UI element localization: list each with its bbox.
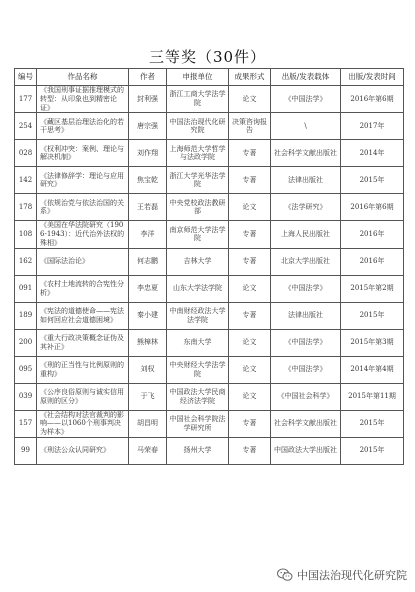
cell-work-name: 《权利冲突：案例、理论与解决机制》: [37, 140, 129, 167]
cell-venue: \: [271, 113, 341, 140]
cell-author: 李忠夏: [129, 275, 167, 302]
cell-work-name: 《依规治党与依法治国的关系》: [37, 194, 129, 221]
cell-unit: 中央党校政法教研部: [167, 194, 229, 221]
cell-author: 马荣春: [129, 437, 167, 464]
cell-work-name: 《藏区基层治理法治化的若干思考》: [37, 113, 129, 140]
cell-author: 胡昌明: [129, 410, 167, 437]
column-header: 出版/发表时间: [341, 69, 404, 86]
cell-work-name: 《农村土地流转的合宪性分析》: [37, 275, 129, 302]
cell-venue: 中国政法大学出版社: [271, 437, 341, 464]
cell-unit: 扬州大学: [167, 437, 229, 464]
cell-form: 决策咨询报告: [229, 113, 271, 140]
cell-form: 论文: [229, 194, 271, 221]
cell-date: 2014年: [341, 140, 404, 167]
table-row: [15, 329, 404, 356]
cell-id: 177: [15, 86, 37, 113]
cell-author: 王若磊: [129, 194, 167, 221]
cell-venue: 上海人民出版社: [271, 221, 341, 248]
cell-date: 2016年第6期: [341, 194, 404, 221]
cell-work-name: 《公序良俗原则与诚实信用原则的区分》: [37, 383, 129, 410]
cell-author: 秦小建: [129, 302, 167, 329]
cell-author: 刘作翔: [129, 140, 167, 167]
cell-id: 254: [15, 113, 37, 140]
cell-unit: 浙江工商大学法学院: [167, 86, 229, 113]
cell-form: 专著: [229, 410, 271, 437]
cell-venue: 社会科学文献出版社: [271, 140, 341, 167]
cell-unit: 吉林大学: [167, 248, 229, 275]
table-row: [15, 86, 404, 113]
cell-form: 专著: [229, 167, 271, 194]
cell-unit: 浙江大学光华法学院: [167, 167, 229, 194]
cell-date: 2015年: [341, 410, 404, 437]
table-row: [15, 410, 404, 437]
cell-work-name: 《刑的正当性与比例原则的重构》: [37, 356, 129, 383]
cell-work-name: 《刑法公众认同研究》: [37, 437, 129, 464]
cell-id: 108: [15, 221, 37, 248]
cell-author: 熊樟林: [129, 329, 167, 356]
page-title: 三等奖（30件）: [148, 48, 267, 66]
cell-date: 2015年: [341, 167, 404, 194]
cell-date: 2016年第6期: [341, 86, 404, 113]
cell-date: 2015年第3期: [341, 329, 404, 356]
table-row: [15, 221, 404, 248]
cell-venue: 北京大学出版社: [271, 248, 341, 275]
column-header: 出版/发表载体: [271, 69, 341, 86]
cell-venue: 《法学研究》: [271, 194, 341, 221]
cell-author: 唐宗强: [129, 113, 167, 140]
cell-unit: 中国法治现代化研究院: [167, 113, 229, 140]
watermark-text: 中国法治现代化研究院: [297, 569, 407, 582]
cell-work-name: 《法律修辞学：理论与应用研究》: [37, 167, 129, 194]
column-header: 申报单位: [167, 69, 229, 86]
cell-author: 于飞: [129, 383, 167, 410]
table-row: [15, 302, 404, 329]
cell-work-name: 《国际法治论》: [37, 248, 129, 275]
cell-unit: 上海师范大学哲学与法政学院: [167, 140, 229, 167]
cell-work-name: 《宪法的道德使命——宪法如何回应社会道德困境》: [37, 302, 129, 329]
cell-unit: 中国社会科学院法学研究所: [167, 410, 229, 437]
column-header: 作者: [129, 69, 167, 86]
cell-date: 2015年: [341, 302, 404, 329]
awards-table: [14, 68, 404, 465]
cell-unit: 山东大学法学院: [167, 275, 229, 302]
cell-id: 091: [15, 275, 37, 302]
cell-work-name: 《我国刑事证据推理模式的转型：从印象也到精密论证》: [37, 86, 129, 113]
cell-date: 2015年第11期: [341, 383, 404, 410]
cell-date: 2015年第2期: [341, 275, 404, 302]
cell-venue: 社会科学文献出版社: [271, 410, 341, 437]
table-row: [15, 167, 404, 194]
cell-author: 何志鹏: [129, 248, 167, 275]
cell-id: 99: [15, 437, 37, 464]
cell-id: 200: [15, 329, 37, 356]
wechat-icon: [277, 568, 293, 582]
cell-form: 论文: [229, 275, 271, 302]
cell-unit: 中国政法大学民商经济法学院: [167, 383, 229, 410]
cell-unit: 南京师范大学法学院: [167, 221, 229, 248]
cell-venue: 《中国法学》: [271, 86, 341, 113]
cell-form: 论文: [229, 86, 271, 113]
cell-venue: 法律出版社: [271, 167, 341, 194]
cell-id: 039: [15, 383, 37, 410]
cell-date: 2016年: [341, 248, 404, 275]
cell-date: 2017年: [341, 113, 404, 140]
cell-id: 095: [15, 356, 37, 383]
cell-form: 专著: [229, 248, 271, 275]
cell-id: 157: [15, 410, 37, 437]
table-row: [15, 437, 404, 464]
cell-venue: 《中国法学》: [271, 356, 341, 383]
cell-work-name: 《社会结构对法官裁判的影响——以1060个刑事判决为样本》: [37, 410, 129, 437]
column-header: 作品名称: [37, 69, 129, 86]
cell-form: 专著: [229, 302, 271, 329]
column-header: 编号: [15, 69, 37, 86]
cell-date: 2014年第4期: [341, 356, 404, 383]
column-header: 成果形式: [229, 69, 271, 86]
cell-venue: 《中国社会科学》: [271, 383, 341, 410]
cell-id: 189: [15, 302, 37, 329]
table-row: [15, 356, 404, 383]
cell-unit: 中央财经大学法学院: [167, 356, 229, 383]
cell-id: 142: [15, 167, 37, 194]
cell-id: 028: [15, 140, 37, 167]
table-row: [15, 140, 404, 167]
cell-date: 2016年: [341, 221, 404, 248]
cell-unit: 东南大学: [167, 329, 229, 356]
cell-form: 专著: [229, 437, 271, 464]
cell-form: 论文: [229, 356, 271, 383]
cell-form: 专著: [229, 221, 271, 248]
cell-author: 封利强: [129, 86, 167, 113]
cell-work-name: 《美国在华法院研究（1906-1943）：近代治外法权的殊相》: [37, 221, 129, 248]
table-header-row: [15, 69, 404, 86]
cell-date: 2015年: [341, 437, 404, 464]
cell-id: 178: [15, 194, 37, 221]
table-row: [15, 194, 404, 221]
table-row: [15, 113, 404, 140]
table-body: [15, 86, 404, 465]
cell-author: 焦宝乾: [129, 167, 167, 194]
cell-form: 论文: [229, 329, 271, 356]
cell-author: 李洋: [129, 221, 167, 248]
cell-venue: 法律出版社: [271, 302, 341, 329]
cell-venue: 《中国法学》: [271, 329, 341, 356]
cell-form: 专著: [229, 140, 271, 167]
cell-form: 论文: [229, 383, 271, 410]
cell-unit: 中南财经政法大学 法学院: [167, 302, 229, 329]
cell-venue: 《中国法学》: [271, 275, 341, 302]
cell-work-name: 《重大行政决策概念证伪及其补正》: [37, 329, 129, 356]
table-row: [15, 275, 404, 302]
table-row: [15, 383, 404, 410]
cell-id: 162: [15, 248, 37, 275]
cell-author: 刘权: [129, 356, 167, 383]
watermark: [277, 567, 407, 583]
table-row: [15, 248, 404, 275]
